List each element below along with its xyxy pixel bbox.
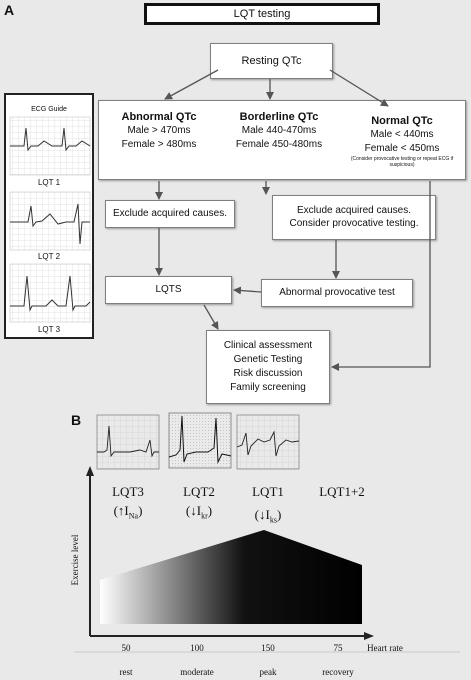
resting-qtc-text: Resting QTc [241,55,302,67]
x-axis-label: Heart rate [367,643,403,653]
lqt3-ion-sub: Na [128,511,139,521]
final-item-2: Genetic Testing [233,354,303,365]
panel-b-label: B [71,412,82,428]
arrow-provocative-to-lqts [234,290,261,292]
abnormal-male: Male > 470ms [127,125,191,136]
normal-female: Female < 450ms [364,143,440,154]
lqt1-ion-channel [236,507,300,525]
lqt2-ion-channel [171,503,227,521]
borderline-qtc-heading: Borderline QTc [239,111,319,123]
arrow-normal-to-final [332,181,430,367]
title-text: LQT testing [233,8,291,20]
y-axis-label: Exercise level [70,534,80,586]
lqt1-label: LQT1 [252,484,284,499]
lqt2-ion-prefix: (↓I [185,503,202,518]
exclude-acquired-text-2: Exclude acquired causes. [297,205,411,216]
lqt3-ion-prefix: (↑I [113,503,129,518]
ecg-guide-label-lqt3: LQT 3 [37,325,61,334]
abnormal-provocative-text: Abnormal provocative test [279,287,395,298]
lqt2-label: LQT2 [183,484,215,499]
panel-b-ecg-thumbnails [97,413,299,469]
phase-peak: peak [259,667,277,677]
lqts-text: LQTS [155,284,182,295]
lqt2-ion-close: ) [207,503,213,518]
ecg-guide-label-lqt2: LQT 2 [37,252,61,261]
abnormal-female: Female > 480ms [121,139,197,150]
ecg-guide-thumbnails [10,117,90,322]
abnormal-qtc-heading: Abnormal QTc [121,111,197,123]
phase-moderate: moderate [180,667,214,677]
ecg-guide-label-lqt1: LQT 1 [37,178,61,187]
lqt1-ion-close: ) [276,507,282,522]
lqt3-ion-channel [100,503,156,521]
x-tick-75: 75 [333,643,343,653]
lqt2-ion-sub: kr [201,511,208,521]
arrow-resting-to-normal [330,70,388,106]
ecg-guide-title: ECG Guide [31,106,67,113]
consider-provocative-text: Consider provocative testing. [289,218,419,229]
phase-recovery: recovery [322,667,354,677]
phase-rest: rest [119,667,133,677]
borderline-male: Male 440-470ms [241,125,317,136]
arrow-lqts-to-final [204,305,218,329]
normal-qtc-heading: Normal QTc [371,115,433,127]
normal-male: Male < 440ms [370,129,434,140]
normal-note: (Consider provocative testing or repeat ECG if suspicious) [350,156,454,168]
x-tick-50: 50 [121,643,131,653]
x-tick-100: 100 [190,643,204,653]
lqt1-ion-sub: ks [269,515,277,525]
borderline-female: Female 450-480ms [235,139,323,150]
exercise-level-shape [100,530,362,624]
final-item-1: Clinical assessment [223,340,313,351]
panel-a-label: A [4,2,15,18]
arrow-resting-to-abnormal [165,70,218,99]
x-tick-150: 150 [261,643,275,653]
final-item-4: Family screening [230,382,306,393]
lqt3-label: LQT3 [112,484,144,499]
lqt1-ion-prefix: (↓I [254,507,270,522]
lqt1-2-label: LQT1+2 [319,484,365,499]
exclude-acquired-text: Exclude acquired causes. [113,208,227,219]
final-item-3: Risk discussion [233,368,303,379]
lqt3-ion-close: ) [138,503,143,518]
